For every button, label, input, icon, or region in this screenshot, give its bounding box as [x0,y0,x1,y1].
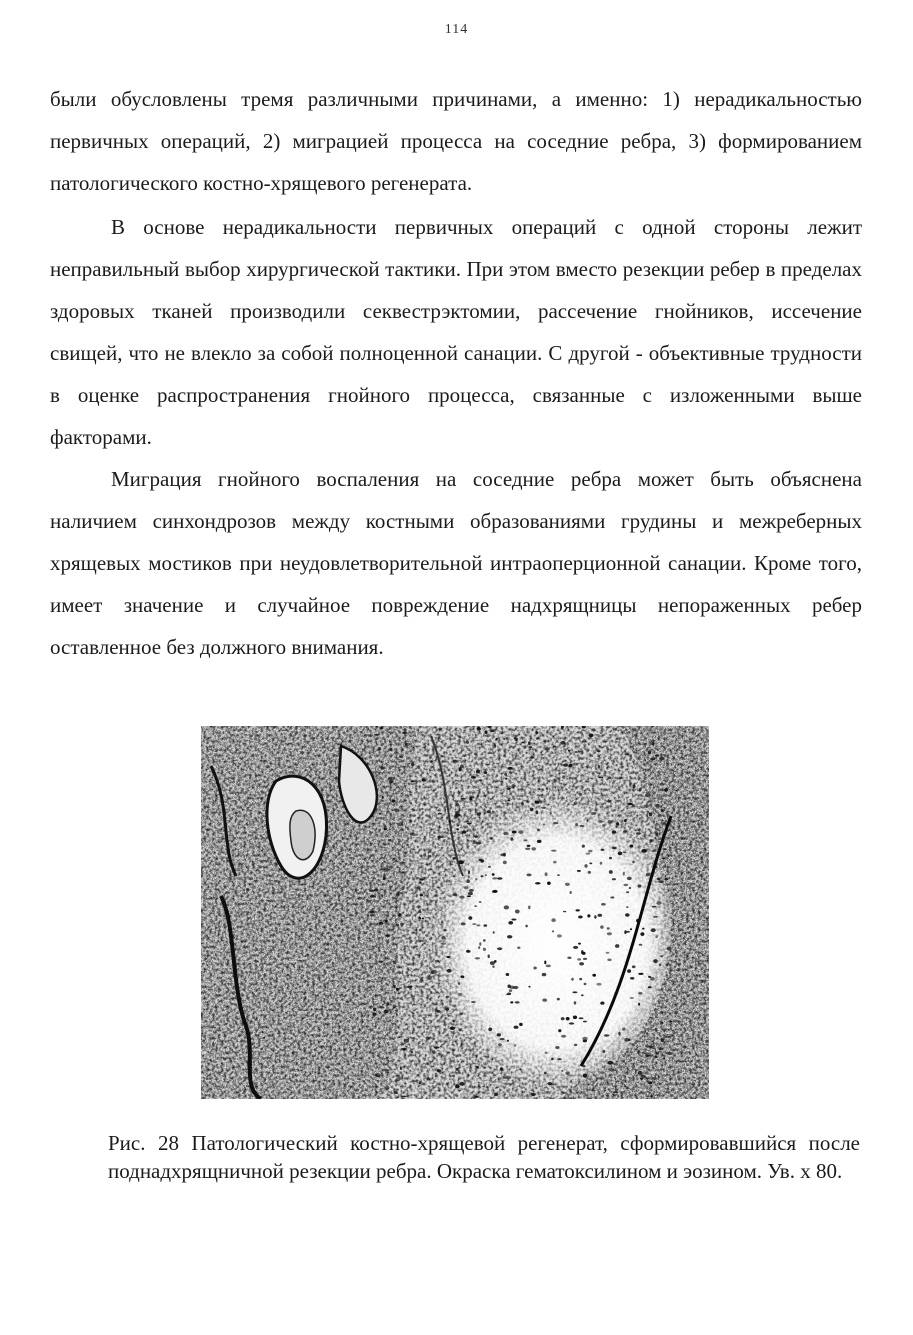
paragraph-continuation [50,78,862,204]
figure-caption [108,1129,860,1185]
paragraph-migration [50,458,862,668]
paragraph-nonradical-surgery [50,206,862,458]
figure-caption-text: Патологический костно-хрящевой регенерат, сформировавшийся после поднадхрящничной резекции ребра. Окраска гематоксилином и эозином. Ув. х 80. [108,1131,861,1183]
paragraph-text: были обусловлены тремя различными причинами, а именно: 1) нерадикальностью первичных операций, 2) миграцией процесса на соседние ребра, 3) формированием патологического костно-хрящевого регенерата. [50,87,862,195]
page-number: 114 [444,22,469,37]
paragraph-text: В основе нерадикальности первичных операций с одной стороны лежит неправильный выбор хирургической тактики. При этом вместо резекции ребер в пределах здоровых тканей производили секвестрэктомии, рассечение гнойников, иссечение свищей, что не влекло за собой полноценной санации. С другой - объективные трудности в оценке распространения гнойного процесса, связанные с изложенными выше факторами. [50,215,862,449]
paragraph-text: Миграция гнойного воспаления на соседние ребра может быть объяснена наличием синхондрозов между костными образованиями грудины и межреберных хрящевых мостиков при неудовлетворительной интраоперционной санации. Кроме того, имеет значение и случайное повреждение надхрящницы непораженных ребер оставленное без должного внимания. [50,467,862,659]
histology-micrograph [201,726,709,1099]
figure-label: Рис. 28 [108,1131,179,1155]
